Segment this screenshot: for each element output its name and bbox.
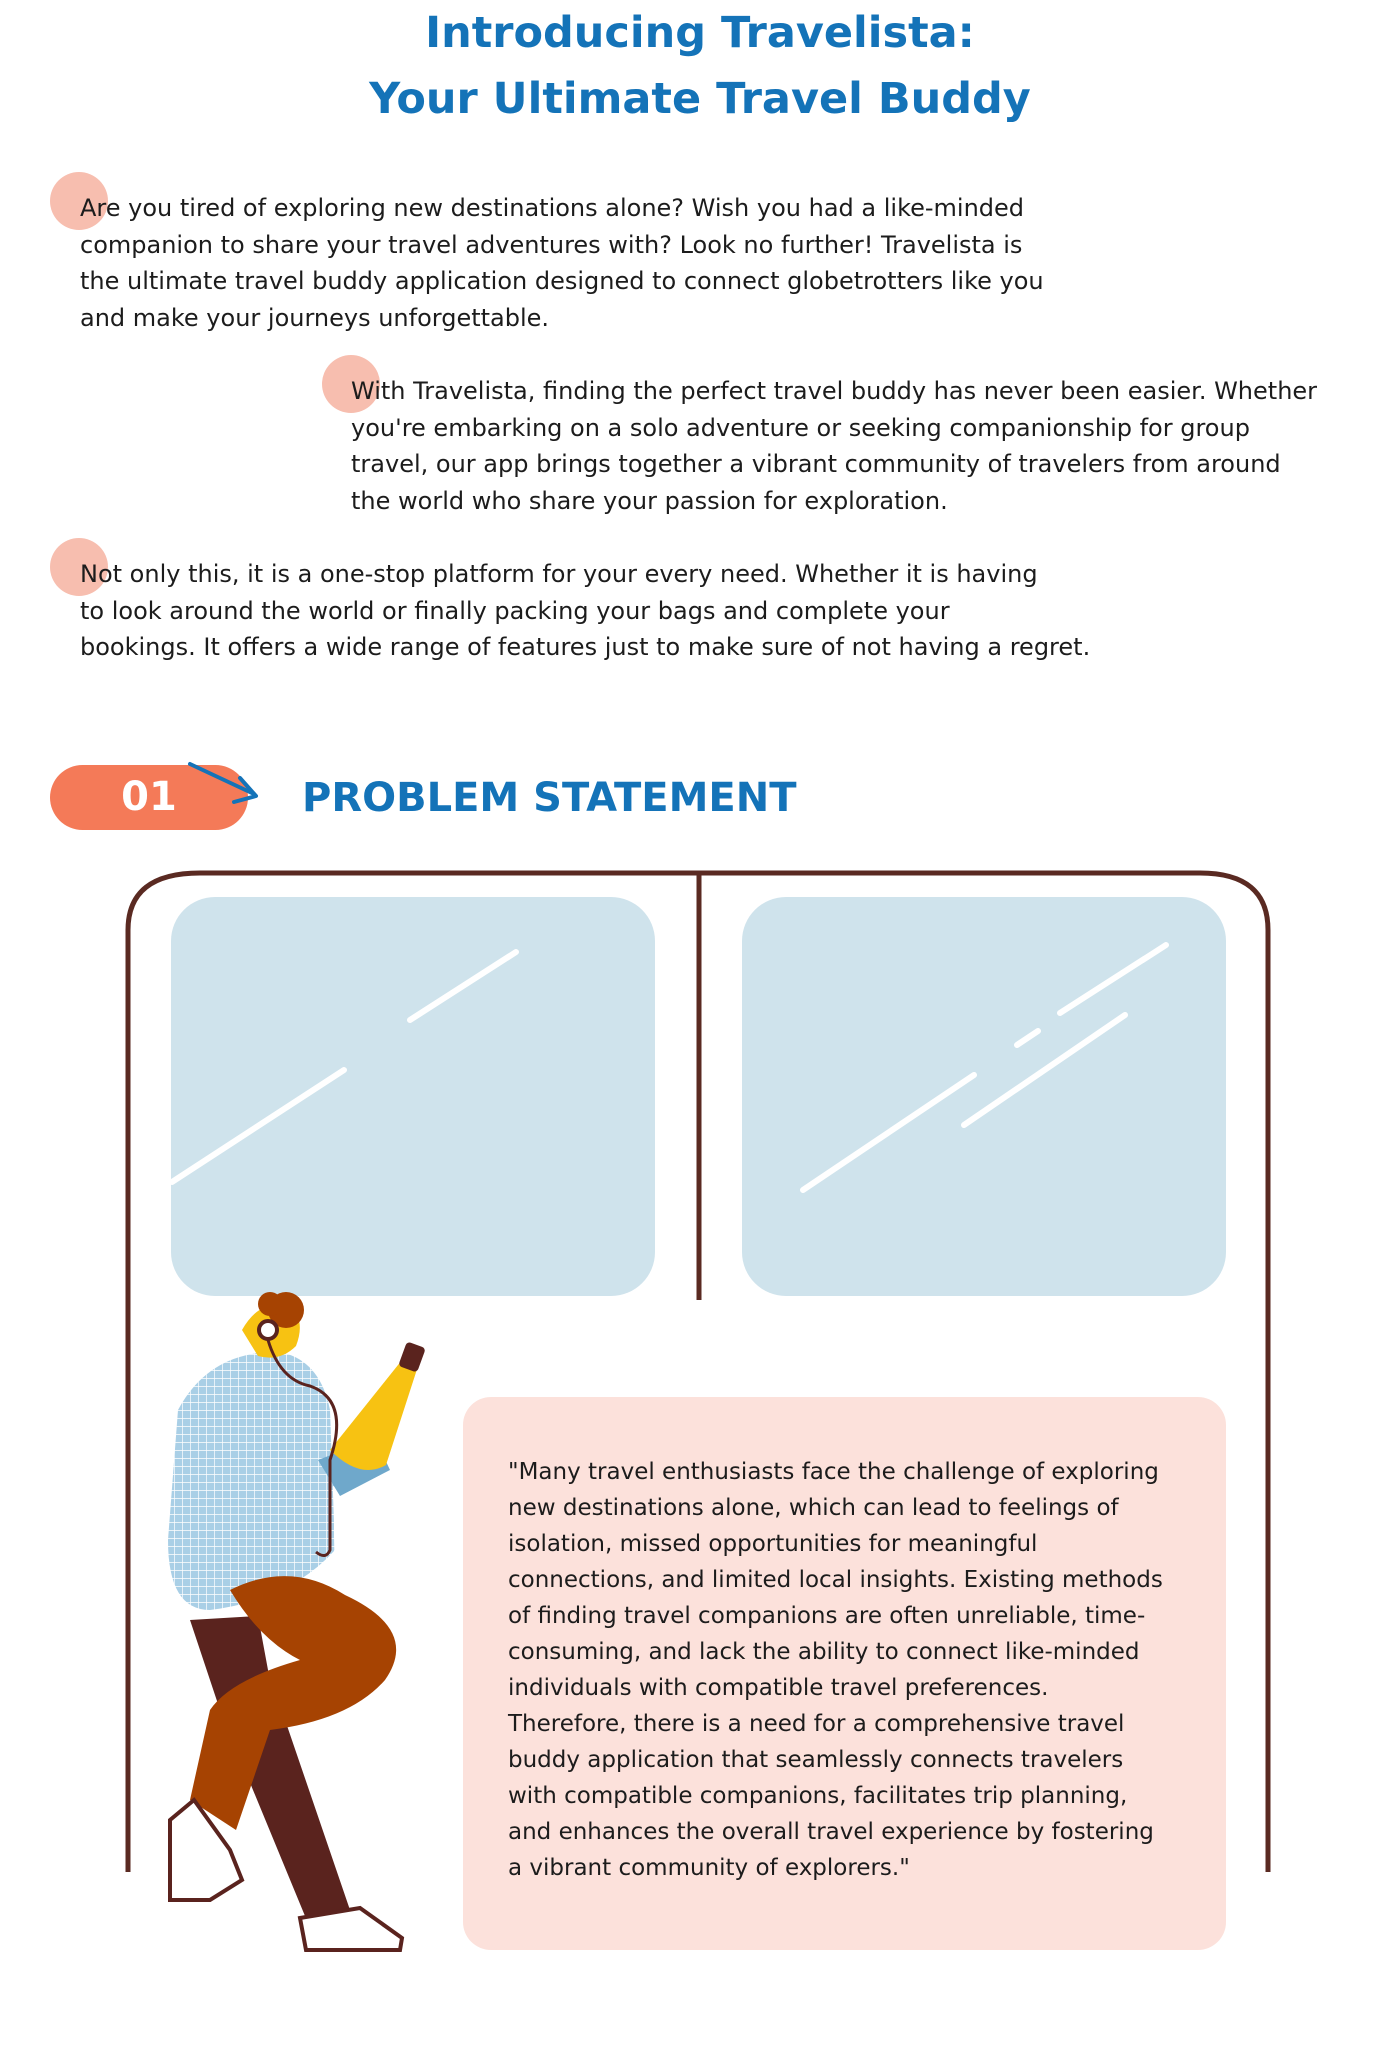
- page-title-line2: Your Ultimate Travel Buddy: [369, 74, 1031, 124]
- page-title-line1: Introducing Travelista:: [425, 8, 975, 58]
- problem-statement-text: "Many travel enthusiasts face the challenge of exploring new destinations alone, which can lead to feelings of isolation, missed opportunities for meaningful connections, and limited local insights. Existing methods of finding travel companions are often unreliable, time- consuming, and lack the ability to connect like-minded individuals with compatible travel preferences. Therefore, there is a need for a comprehensive travel buddy application that seamlessly connects travelers with compatible companions, facilitates trip planning, and enhances the overall travel experience by fostering a vibrant community of explorers.": [508, 1459, 1163, 1881]
- traveler-illustration: [150, 1290, 450, 1970]
- intro-paragraph-3: Not only this, it is a one-stop platform for your every need. Whether it is having to look around the world or finally packing your bags and complete your bookings. It offers a wide range of features just to make sure of not having a regret.: [80, 560, 1091, 661]
- section-title: PROBLEM STATEMENT: [302, 775, 797, 821]
- left-window-pane: [171, 897, 655, 1296]
- section-number-badge: 01: [50, 765, 248, 830]
- intro-paragraph-2: With Travelista, finding the perfect travel buddy has never been easier. Whether you're embarking on a solo adventure or seeking companionship for group travel, our app brings together a vibrant community of travelers from around the world who share your passion for exploration.: [351, 377, 1318, 515]
- right-window-pane: [742, 897, 1226, 1296]
- intro-paragraph-1: Are you tired of exploring new destinations alone? Wish you had a like-minded companion to share your travel adventures with? Look no further! Travelista is the ultimate travel buddy application designed to connect globetrotters like you and make your journeys unforgettable.: [80, 194, 1044, 332]
